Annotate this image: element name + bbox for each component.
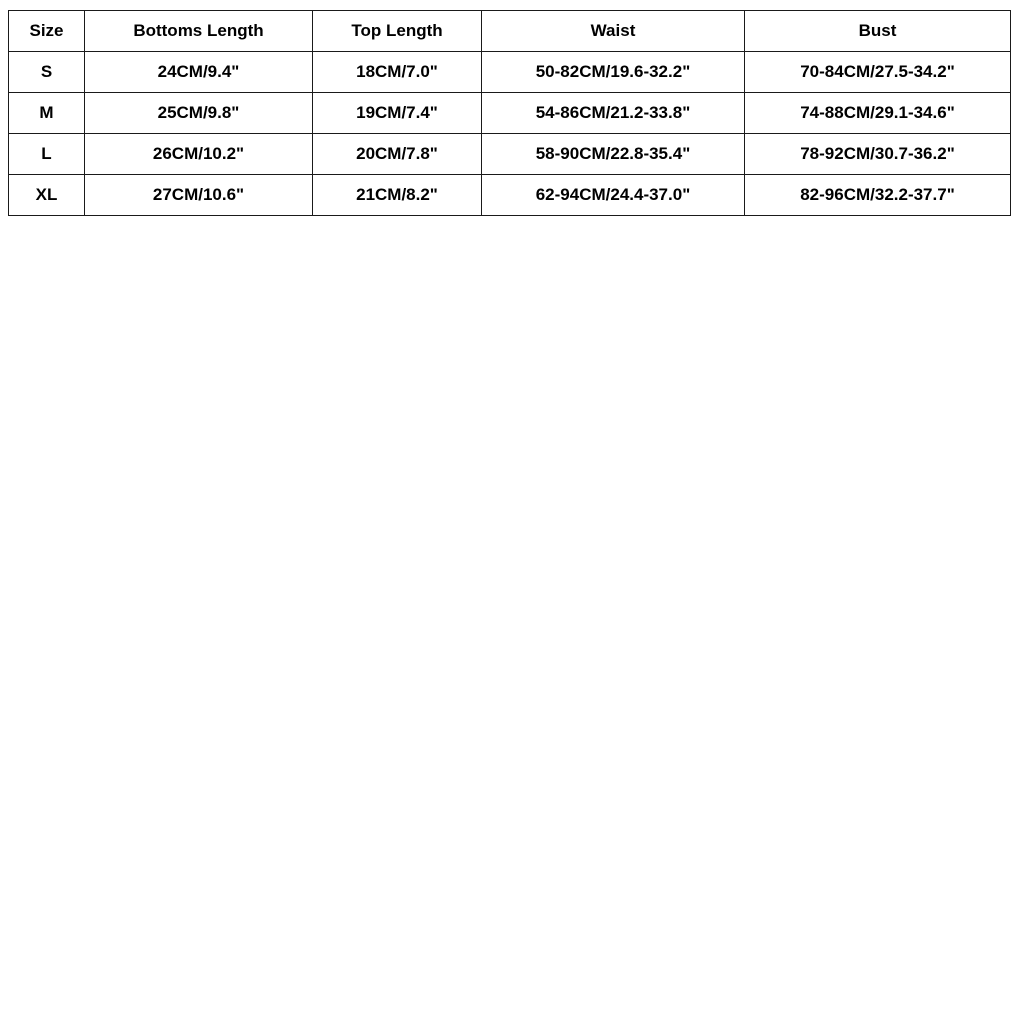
- cell-waist: 62-94CM/24.4-37.0": [482, 175, 745, 216]
- size-chart-table: [8, 10, 1011, 216]
- header-top-length: Top Length: [313, 11, 482, 52]
- table-row: [9, 52, 1011, 93]
- cell-bottoms-length: 26CM/10.2": [85, 134, 313, 175]
- cell-top-length: 21CM/8.2": [313, 175, 482, 216]
- header-bottoms-length: Bottoms Length: [85, 11, 313, 52]
- cell-bottoms-length: 27CM/10.6": [85, 175, 313, 216]
- table-row: [9, 175, 1011, 216]
- cell-top-length: 20CM/7.8": [313, 134, 482, 175]
- table-header-row: [9, 11, 1011, 52]
- header-size: Size: [9, 11, 85, 52]
- cell-bust: 82-96CM/32.2-37.7": [745, 175, 1011, 216]
- cell-bottoms-length: 24CM/9.4": [85, 52, 313, 93]
- header-waist: Waist: [482, 11, 745, 52]
- cell-bust: 78-92CM/30.7-36.2": [745, 134, 1011, 175]
- table-row: [9, 134, 1011, 175]
- table-row: [9, 93, 1011, 134]
- cell-waist: 54-86CM/21.2-33.8": [482, 93, 745, 134]
- cell-bottoms-length: 25CM/9.8": [85, 93, 313, 134]
- cell-bust: 74-88CM/29.1-34.6": [745, 93, 1011, 134]
- cell-size: M: [9, 93, 85, 134]
- header-bust: Bust: [745, 11, 1011, 52]
- cell-size: L: [9, 134, 85, 175]
- cell-waist: 50-82CM/19.6-32.2": [482, 52, 745, 93]
- cell-waist: 58-90CM/22.8-35.4": [482, 134, 745, 175]
- cell-bust: 70-84CM/27.5-34.2": [745, 52, 1011, 93]
- cell-top-length: 19CM/7.4": [313, 93, 482, 134]
- cell-size: XL: [9, 175, 85, 216]
- cell-top-length: 18CM/7.0": [313, 52, 482, 93]
- cell-size: S: [9, 52, 85, 93]
